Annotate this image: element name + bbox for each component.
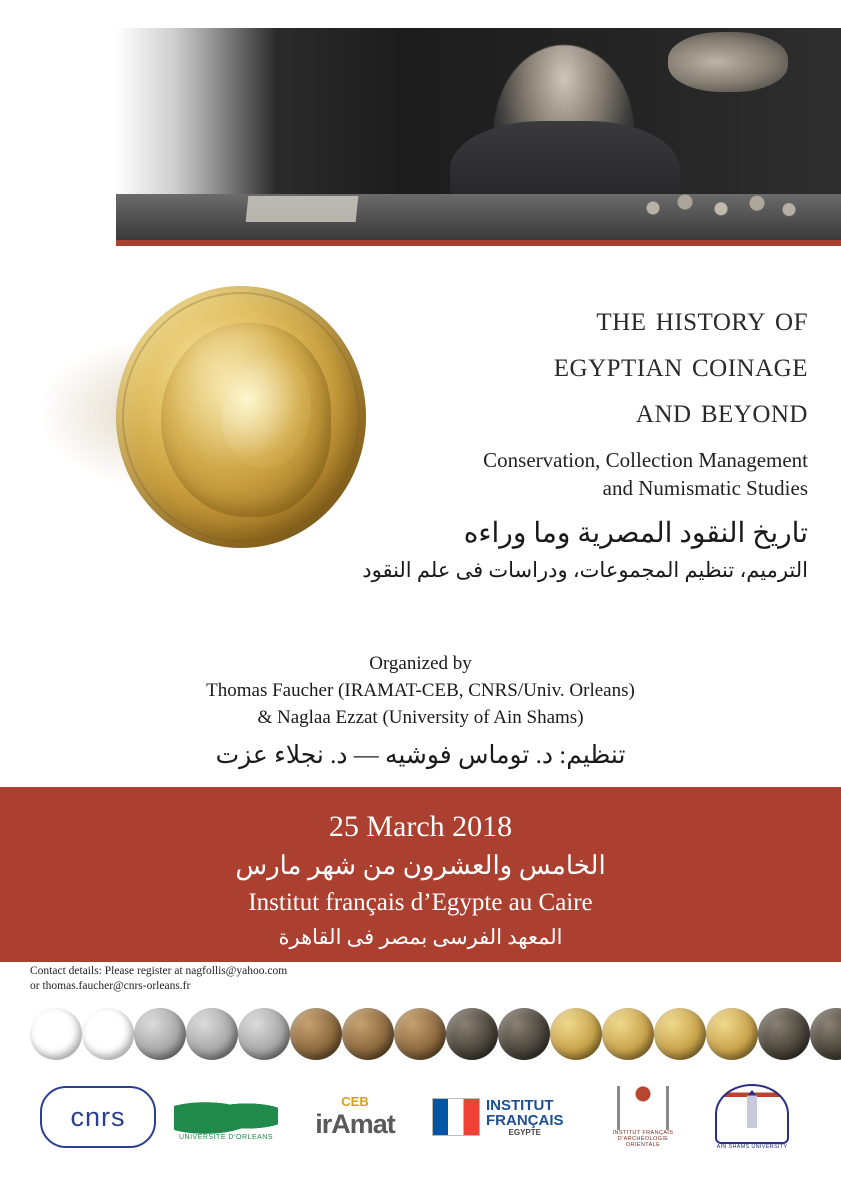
subtitle-line-1: Conservation, Collection Management — [483, 448, 808, 472]
organized-by-label: Organized by — [369, 653, 472, 674]
event-venue-en: Institut français d’Egypte au Caire — [248, 889, 593, 916]
institut-line-1: INSTITUT — [486, 1096, 554, 1114]
arabic-subtitle: الترميم، تنظيم المجموعات، ودراسات فى علم النقود — [362, 558, 808, 582]
logo-iramat — [296, 1094, 414, 1140]
ain-shams-mark-icon — [715, 1084, 789, 1144]
photo-hand-detail — [668, 32, 788, 92]
arabic-title: تاريخ النقود المصرية وما وراءه — [463, 518, 808, 549]
obelisk-icon — [747, 1090, 757, 1128]
coin-16 — [810, 1008, 841, 1060]
contact-line-1: Contact details: Please register at nagfollis@yahoo.com — [30, 965, 288, 977]
iramat-wordmark: irAmat — [315, 1109, 395, 1139]
coin-disc — [116, 286, 366, 548]
subtitle-line-2: and Numismatic Studies — [602, 476, 808, 500]
logo-ifao — [600, 1086, 686, 1148]
title-line-2: egyptian coinage — [553, 345, 808, 384]
header-photo — [116, 28, 841, 240]
coin-3 — [134, 1008, 186, 1060]
coin-7 — [342, 1008, 394, 1060]
event-band — [0, 787, 841, 962]
institut-line-2: FRANÇAIS — [486, 1111, 564, 1129]
coin-4 — [186, 1008, 238, 1060]
ifao-caption: INSTITUT FRANÇAIS D’ARCHÉOLOGIE ORIENTALE — [612, 1130, 674, 1148]
coin-1 — [30, 1008, 82, 1060]
coin-strip — [30, 1006, 811, 1062]
coin-15 — [758, 1008, 810, 1060]
logo-ain-shams — [704, 1084, 800, 1150]
coin-13 — [654, 1008, 706, 1060]
ifao-mark-icon — [607, 1086, 679, 1130]
logo-cnrs — [40, 1086, 156, 1148]
title-block — [330, 296, 808, 586]
logo-universite-orleans — [174, 1094, 278, 1141]
orleans-mark-icon — [174, 1094, 278, 1134]
cnrs-wordmark: cnrs — [40, 1086, 156, 1148]
title-line-3: and beyond — [635, 391, 808, 430]
organizer-name-1: Thomas Faucher (IRAMAT-CEB, CNRS/Univ. Orleans) — [206, 680, 635, 701]
coin-9 — [446, 1008, 498, 1060]
iramat-ceb-badge: CEB — [341, 1094, 369, 1109]
event-date-ar: الخامس والعشرون من شهر مارس — [235, 851, 606, 880]
ain-shams-caption: AIN SHAMS UNIVERSITY — [716, 1144, 788, 1150]
coin-12 — [602, 1008, 654, 1060]
contact-line-2: or thomas.faucher@cnrs-orleans.fr — [30, 980, 191, 992]
logo-row — [40, 1074, 800, 1160]
logo-institut-francais — [432, 1098, 582, 1137]
event-date-en: 25 March 2018 — [328, 810, 513, 843]
feature-coin — [40, 278, 370, 568]
coin-5 — [238, 1008, 290, 1060]
header-red-rule — [116, 240, 841, 246]
coin-6 — [290, 1008, 342, 1060]
coin-8 — [394, 1008, 446, 1060]
organizers-arabic: تنظيم: د. توماس فوشيه — د. نجلاء عزت — [215, 742, 626, 769]
coin-2 — [82, 1008, 134, 1060]
event-venue-ar: المعهد الفرسى بمصر فى القاهرة — [278, 925, 563, 949]
photo-coin-pile — [613, 184, 813, 224]
organizers-block — [0, 650, 841, 775]
contact-details — [30, 964, 287, 994]
organizer-name-2: & Naglaa Ezzat (University of Ain Shams) — [257, 707, 584, 728]
french-flag-icon — [432, 1098, 480, 1136]
title-line-1: the history of — [596, 299, 808, 338]
coin-14 — [706, 1008, 758, 1060]
coin-10 — [498, 1008, 550, 1060]
orleans-caption: UNIVERSITE D’ORLEANS — [178, 1133, 274, 1141]
coin-11 — [550, 1008, 602, 1060]
institut-sub: EGYPTE — [508, 1127, 541, 1137]
photo-paper — [245, 196, 358, 222]
